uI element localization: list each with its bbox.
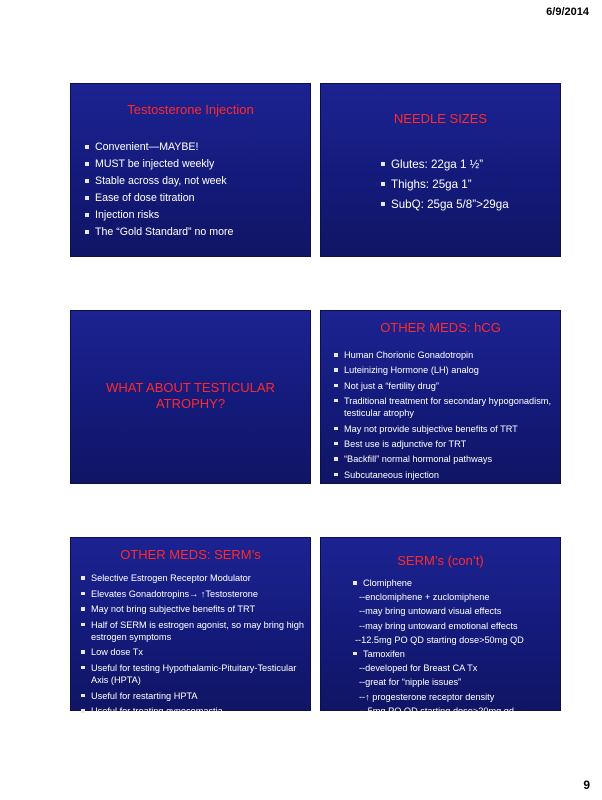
bullet-item: Stable across day, not week	[85, 173, 233, 190]
bullet-item: May not bring subjective benefits of TRT	[81, 603, 307, 615]
sub-line: --may bring untoward visual effects	[359, 606, 502, 617]
bullet-item: May not provide subjective benefits of TRT	[334, 423, 556, 436]
bullet-item: Convenient—MAYBE!	[85, 139, 233, 156]
slide-serms-cont	[320, 537, 561, 716]
sub-line: --12.5mg PO QD starting dose>50mg QD	[355, 634, 524, 645]
bullet-item: “Backfill” normal hormonal pathways	[334, 453, 556, 466]
bullet-item: Not just a “fertility drug”	[334, 380, 556, 393]
slide-title: OTHER MEDS: SERM’s	[120, 547, 261, 562]
slide-testosterone-injection	[70, 83, 311, 257]
slide-other-meds-hcg	[320, 310, 561, 484]
bullet-item: MUST be injected weekly	[85, 156, 233, 173]
slide-title: SERM’s (con’t)	[397, 553, 484, 568]
bullet-item: Tamoxifen	[353, 648, 558, 661]
page-number: 9	[583, 778, 590, 792]
bullet-list	[81, 572, 307, 721]
bullet-list	[85, 139, 233, 241]
bullet-item: Luteinizing Hormone (LH) analog	[334, 364, 556, 377]
bullet-item: Elevates Gonadotropins→ ↑Testosterone	[81, 588, 307, 600]
bullet-item: Subcutaneous injection	[334, 469, 556, 482]
bullet-item: Useful for restarting HPTA	[81, 690, 307, 702]
bullet-list	[334, 349, 556, 484]
sub-line: -- 5mg PO QD starting dose>20mg qd	[359, 705, 514, 716]
bullet-item: Thighs: 25ga 1”	[381, 175, 509, 195]
bullet-list	[353, 577, 558, 719]
bullet-item: Half of SERM is estrogen agonist, so may bring high estrogen symptoms	[81, 619, 307, 643]
bullet-item: Useful for treating gynocomastia	[81, 705, 307, 717]
sub-line: --may bring untoward emotional effects	[359, 620, 518, 631]
slide-title: OTHER MEDS: hCG	[380, 320, 501, 335]
slide-testicular-atrophy	[70, 310, 311, 484]
slide-other-meds-serms	[70, 537, 311, 717]
bullet-item: Selective Estrogen Receptor Modulator	[81, 572, 307, 584]
bullet-item: SubQ: 25ga 5/8”>29ga	[381, 195, 509, 215]
slide-title: NEEDLE SIZES	[393, 111, 488, 126]
bullet-item: Best use is adjunctive for TRT	[334, 438, 556, 451]
print-date: 6/9/2014	[546, 6, 589, 18]
slide-needle-sizes	[320, 83, 561, 257]
bullet-item: Traditional treatment for secondary hypogonadism, testicular atrophy	[334, 395, 556, 420]
bullet-item: Useful for testing Hypothalamic-Pituitary-Testicular Axis (HPTA)	[81, 662, 307, 686]
sub-line: --↑ progesterone receptor density	[359, 691, 495, 702]
bullet-item: Low dose Tx	[81, 646, 307, 658]
bullet-item: Glutes: 22ga 1 ½”	[381, 155, 509, 175]
bullet-list	[381, 155, 509, 215]
sub-line: --developed for Breast CA Tx	[359, 663, 478, 674]
slide-title: WHAT ABOUT TESTICULAR ATROPHY?	[106, 380, 275, 411]
bullet-item: Injection risks	[85, 207, 233, 224]
bullet-item: Ease of dose titration	[85, 190, 233, 207]
bullet-item: The “Gold Standard” no more	[85, 224, 233, 241]
sub-line: --enclomiphene + zuclomiphene	[359, 592, 490, 603]
sub-line: --great for “nipple issues”	[359, 677, 462, 688]
bullet-item: Human Chorionic Gonadotropin	[334, 349, 556, 362]
bullet-item: Clomiphene	[353, 577, 558, 590]
slide-title: Testosterone Injection	[127, 102, 254, 117]
